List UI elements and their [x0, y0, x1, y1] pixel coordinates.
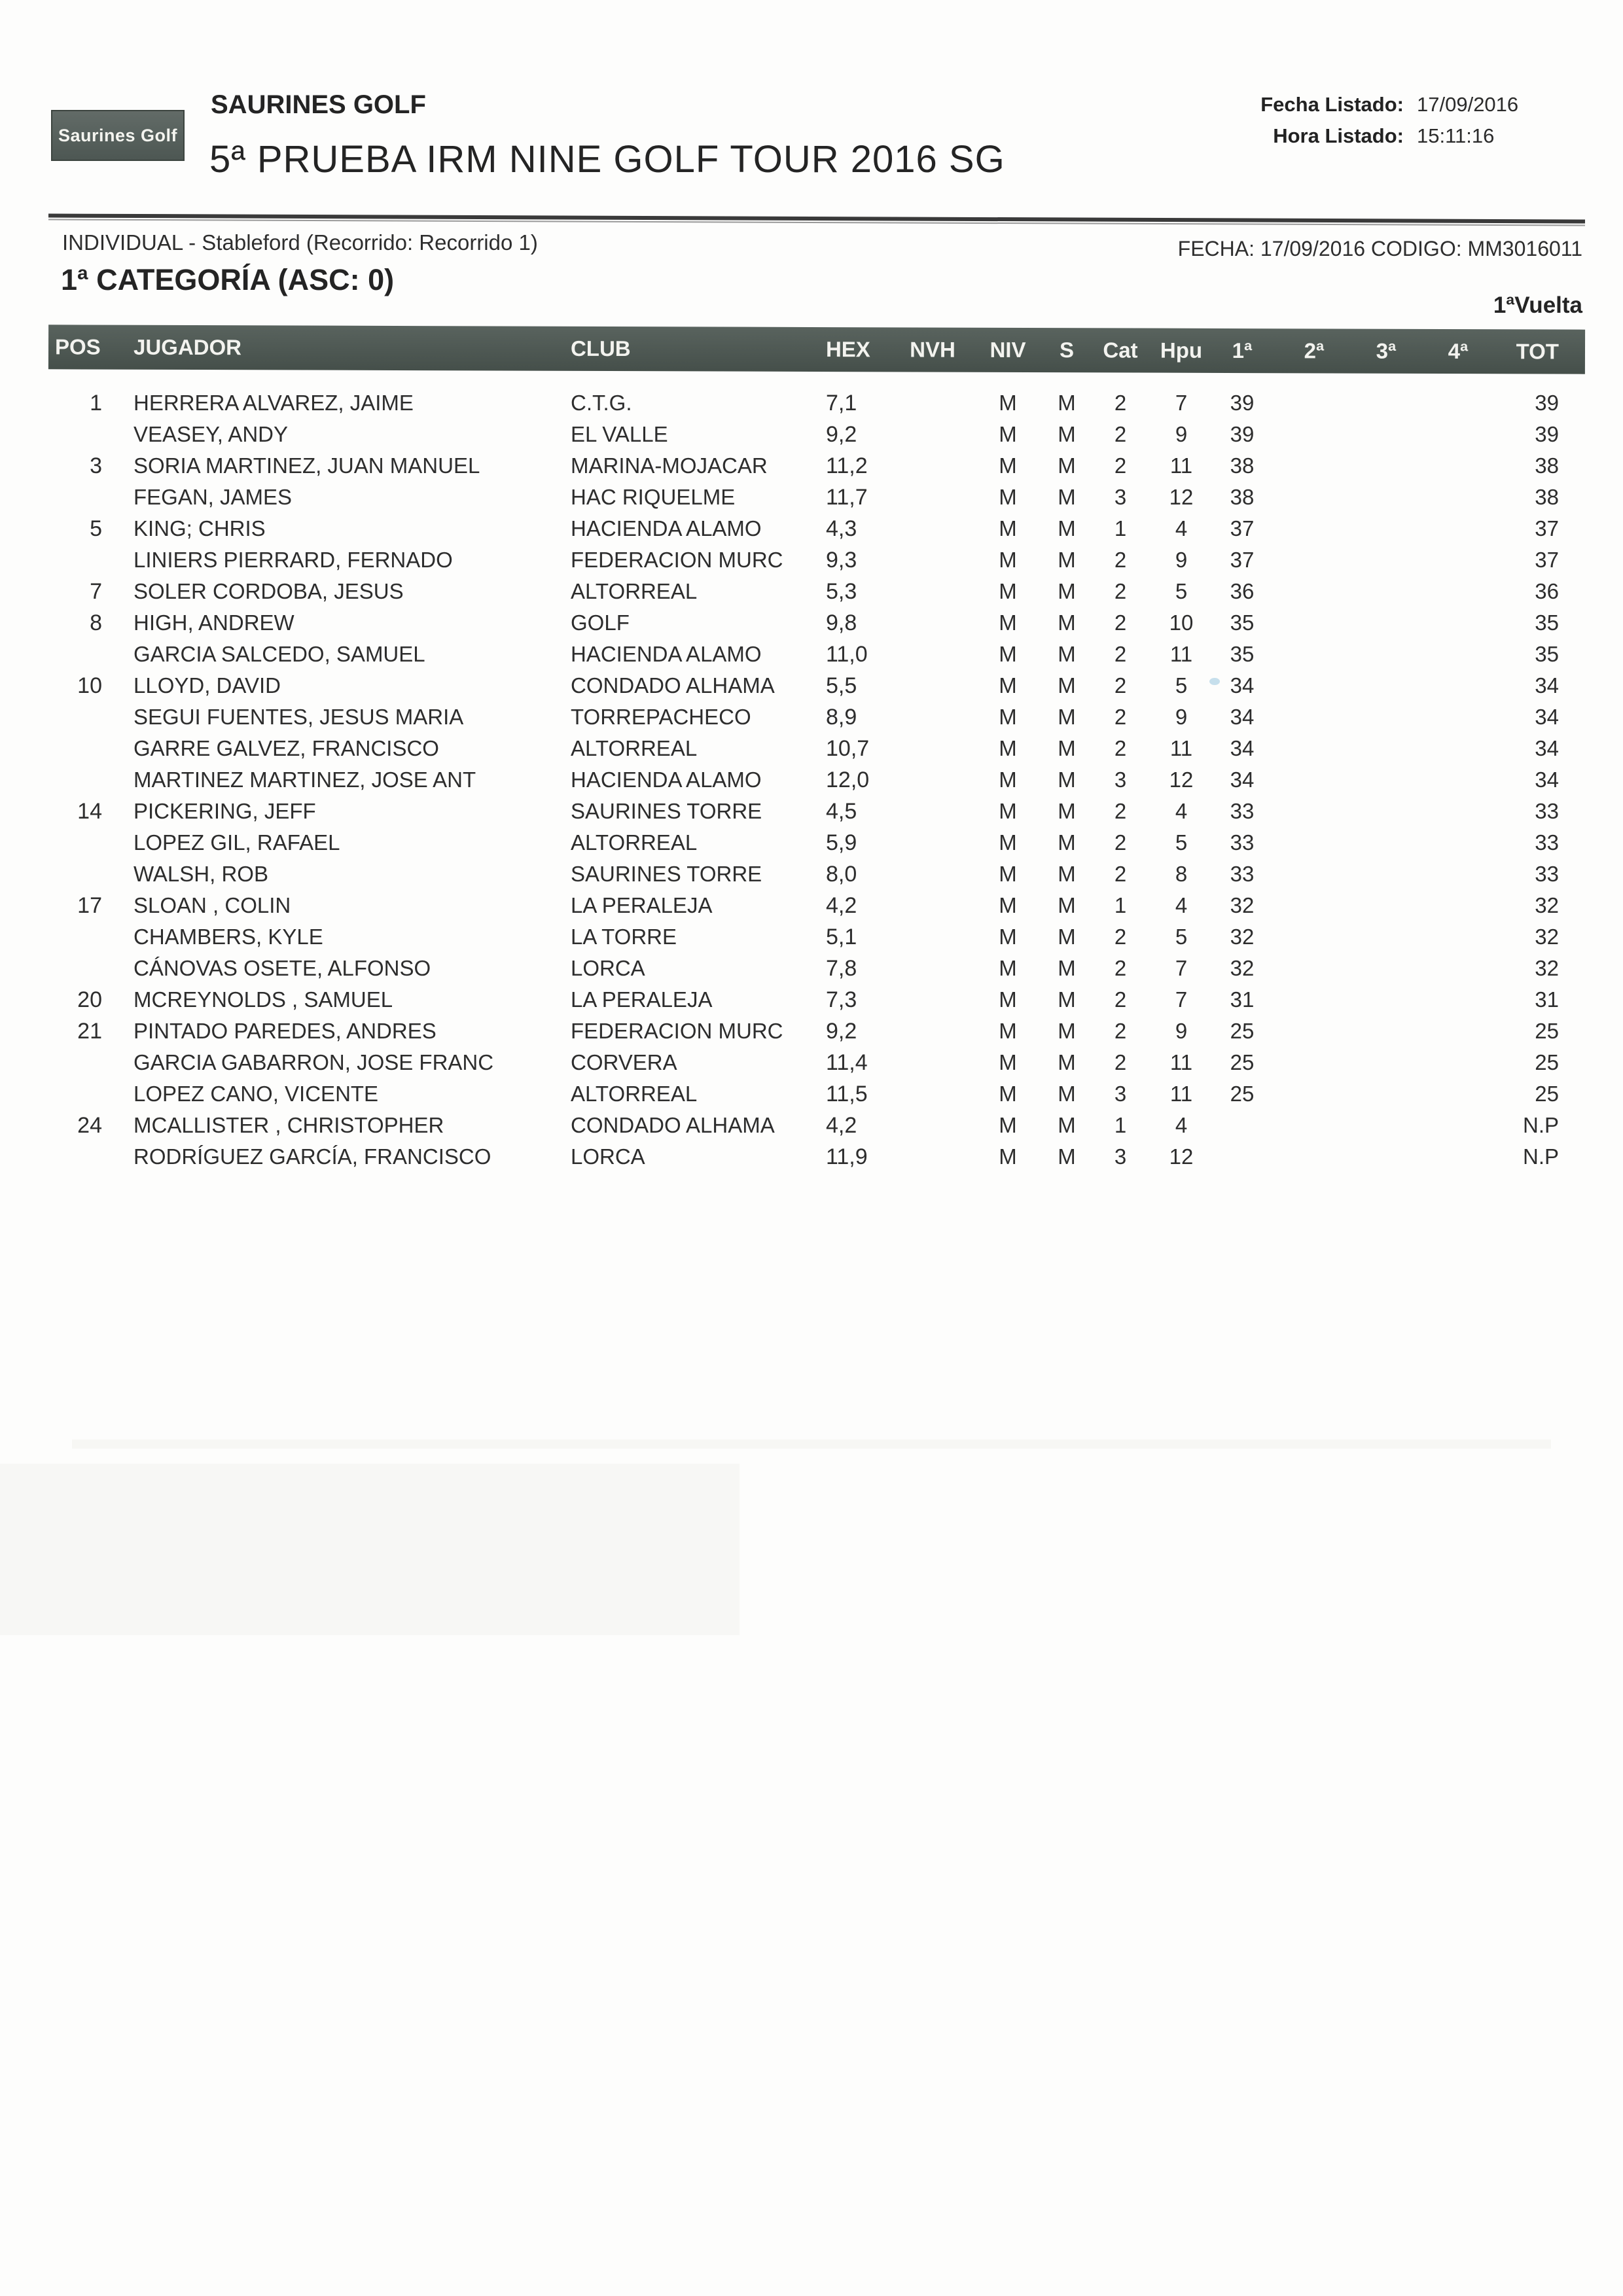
- cell-tot: 39: [1535, 391, 1559, 415]
- cell-club: SAURINES TORRE: [571, 799, 762, 823]
- table-row: [48, 890, 1585, 921]
- cell-s: M: [1058, 799, 1076, 823]
- cell-hex: 9,2: [826, 422, 857, 447]
- cell-hex: 5,1: [826, 925, 857, 949]
- cell-hpu: 5: [1175, 830, 1188, 855]
- cell-tot: 25: [1535, 1019, 1559, 1043]
- cell-round-1: 35: [1230, 642, 1255, 666]
- cell-tot: 33: [1535, 799, 1559, 823]
- cell-tot: 37: [1535, 548, 1559, 572]
- col-round-4: 4ª: [1448, 339, 1469, 364]
- table-row: [48, 764, 1585, 796]
- col-round-3: 3ª: [1376, 338, 1397, 363]
- cell-club: HACIENDA ALAMO: [571, 768, 762, 792]
- cell-hex: 5,5: [826, 673, 857, 698]
- cell-hpu: 12: [1169, 1144, 1194, 1169]
- col-pos: POS: [54, 334, 101, 359]
- cell-s: M: [1058, 1019, 1076, 1043]
- cell-cat: 2: [1114, 422, 1127, 446]
- cell-round-1: 38: [1230, 485, 1255, 509]
- cell-player-name: KING; CHRIS: [134, 516, 266, 540]
- cell-hex: 12,0: [826, 768, 870, 792]
- cell-player-name: SORIA MARTINEZ, JUAN MANUEL: [134, 453, 480, 478]
- table-header: [48, 325, 1585, 374]
- cell-niv: M: [999, 673, 1017, 698]
- cell-hpu: 11: [1169, 1050, 1193, 1074]
- cell-s: M: [1058, 830, 1076, 855]
- cell-tot: 34: [1535, 768, 1559, 792]
- table-row: [48, 450, 1585, 482]
- cell-tot: 33: [1535, 830, 1559, 855]
- cell-pos: 5: [90, 516, 102, 541]
- cell-s: M: [1058, 1144, 1076, 1169]
- cell-tot: 31: [1535, 987, 1559, 1012]
- cell-round-1: 25: [1230, 1019, 1255, 1043]
- cell-player-name: HIGH, ANDREW: [134, 610, 294, 635]
- cell-round-1: 33: [1230, 830, 1255, 855]
- cell-hex: 7,1: [826, 391, 857, 415]
- cell-hpu: 8: [1175, 862, 1188, 886]
- table-body: [48, 387, 1585, 1173]
- table-row: [48, 827, 1585, 858]
- cell-cat: 1: [1114, 1113, 1127, 1137]
- cell-niv: M: [999, 485, 1017, 509]
- cell-pos: 8: [90, 610, 102, 635]
- cell-niv: M: [999, 453, 1017, 478]
- cell-hex: 5,3: [826, 579, 857, 604]
- col-round-1: 1ª: [1232, 338, 1253, 363]
- cell-hex: 4,5: [826, 799, 857, 824]
- cell-niv: M: [999, 548, 1017, 572]
- cell-niv: M: [999, 1050, 1017, 1074]
- table-row: [48, 1110, 1585, 1141]
- cell-round-1: 31: [1230, 987, 1255, 1012]
- cell-round-1: 34: [1230, 768, 1255, 792]
- cell-pos: 20: [77, 987, 102, 1012]
- cell-club: LA PERALEJA: [571, 987, 713, 1012]
- cell-hex: 8,0: [826, 862, 857, 887]
- cell-club: LA TORRE: [571, 925, 677, 949]
- cell-hpu: 12: [1169, 485, 1194, 509]
- cell-club: CORVERA: [571, 1050, 677, 1074]
- cell-s: M: [1058, 956, 1076, 980]
- cell-round-1: 38: [1230, 453, 1255, 478]
- cell-player-name: RODRÍGUEZ GARCÍA, FRANCISCO: [134, 1144, 491, 1169]
- cell-s: M: [1058, 610, 1076, 635]
- cell-club: HACIENDA ALAMO: [571, 642, 762, 666]
- table-row: [48, 1016, 1585, 1047]
- cell-club: SAURINES TORRE: [571, 862, 762, 886]
- cell-cat: 2: [1114, 830, 1127, 855]
- cell-niv: M: [999, 768, 1017, 792]
- cell-cat: 2: [1114, 705, 1127, 729]
- table-row: [48, 1078, 1585, 1110]
- cell-niv: M: [999, 1144, 1017, 1169]
- cell-pos: 21: [77, 1019, 102, 1044]
- cell-hpu: 5: [1175, 673, 1188, 698]
- table-row: [48, 1141, 1585, 1173]
- cell-round-1: 35: [1230, 610, 1255, 635]
- hora-listado-line: [1047, 124, 1571, 156]
- cell-player-name: VEASEY, ANDY: [134, 422, 289, 446]
- club-name: SAURINES GOLF: [211, 90, 426, 119]
- cell-hex: 9,3: [826, 548, 857, 573]
- table-row: [48, 387, 1585, 419]
- cell-round-1: 25: [1230, 1082, 1255, 1106]
- table-row: [48, 482, 1585, 513]
- cell-tot: 34: [1535, 705, 1559, 729]
- cell-hex: 9,2: [826, 1019, 857, 1044]
- cell-hex: 7,3: [826, 987, 857, 1012]
- cell-niv: M: [999, 830, 1017, 855]
- cell-player-name: SEGUI FUENTES, JESUS MARIA: [134, 705, 464, 729]
- cell-pos: 1: [90, 391, 102, 415]
- cell-tot: 25: [1535, 1082, 1559, 1106]
- cell-club: HAC RIQUELME: [571, 485, 736, 509]
- cell-cat: 3: [1114, 1144, 1127, 1169]
- cell-tot: 35: [1535, 642, 1559, 666]
- cell-pos: 10: [77, 673, 102, 698]
- col-club: CLUB: [570, 336, 631, 361]
- table-row: [48, 733, 1585, 764]
- cell-s: M: [1058, 485, 1076, 509]
- cell-player-name: SOLER CORDOBA, JESUS: [134, 579, 404, 603]
- cell-round-1: 34: [1230, 705, 1255, 729]
- col-nvh: NVH: [910, 337, 955, 362]
- cell-niv: M: [999, 391, 1017, 415]
- cell-niv: M: [999, 1019, 1017, 1043]
- cell-hex: 11,4: [826, 1050, 868, 1075]
- cell-cat: 2: [1114, 548, 1127, 572]
- col-jugador: JUGADOR: [133, 334, 242, 360]
- cell-cat: 2: [1114, 799, 1127, 823]
- cell-s: M: [1058, 925, 1076, 949]
- cell-hex: 10,7: [826, 736, 870, 761]
- cell-hpu: 9: [1175, 705, 1188, 729]
- club-logo-label: Saurines Golf: [58, 125, 178, 145]
- cell-tot: 34: [1535, 673, 1559, 698]
- cell-hpu: 5: [1175, 925, 1188, 949]
- cell-niv: M: [999, 1082, 1017, 1106]
- cell-s: M: [1058, 673, 1076, 698]
- cell-hpu: 4: [1175, 893, 1188, 917]
- table-row: [48, 953, 1585, 984]
- cell-cat: 3: [1114, 768, 1127, 792]
- cell-tot: 35: [1535, 610, 1559, 635]
- scan-artifact: [0, 1464, 740, 1635]
- hora-listado-value: 15:11:16: [1417, 124, 1495, 147]
- table-row: [48, 639, 1585, 670]
- cell-cat: 2: [1114, 453, 1127, 478]
- cell-cat: 1: [1114, 516, 1127, 540]
- cell-hex: 4,2: [826, 893, 857, 918]
- fecha-codigo-line: FECHA: 17/09/2016 CODIGO: MM3016011: [1177, 237, 1582, 260]
- cell-tot: 32: [1535, 956, 1559, 980]
- cell-player-name: CÁNOVAS OSETE, ALFONSO: [134, 956, 431, 980]
- table-row: [48, 513, 1585, 544]
- cell-hex: 9,8: [826, 610, 857, 635]
- cell-player-name: FEGAN, JAMES: [134, 485, 293, 509]
- cell-niv: M: [999, 736, 1017, 760]
- round-label: 1ªVuelta: [1493, 292, 1582, 318]
- cell-club: FEDERACION MURC: [571, 1019, 783, 1043]
- cell-round-1: 39: [1230, 391, 1255, 415]
- format-line: INDIVIDUAL - Stableford (Recorrido: Recorrido 1): [62, 230, 538, 255]
- cell-player-name: PINTADO PAREDES, ANDRES: [134, 1019, 437, 1043]
- cell-hpu: 4: [1175, 799, 1188, 823]
- cell-s: M: [1058, 862, 1076, 886]
- cell-niv: M: [999, 925, 1017, 949]
- cell-tot: 37: [1535, 516, 1559, 540]
- cell-club: ALTORREAL: [571, 830, 698, 855]
- cell-player-name: LLOYD, DAVID: [134, 673, 281, 698]
- table-row: [48, 858, 1585, 890]
- cell-round-1: 33: [1230, 799, 1255, 823]
- cell-hex: 11,7: [826, 485, 868, 510]
- fecha-listado-line: [1047, 93, 1571, 124]
- cell-hpu: 12: [1169, 768, 1194, 792]
- cell-club: HACIENDA ALAMO: [571, 516, 762, 540]
- cell-niv: M: [999, 862, 1017, 886]
- cell-hpu: 11: [1169, 642, 1193, 666]
- cell-niv: M: [999, 642, 1017, 666]
- cell-player-name: HERRERA ALVAREZ, JAIME: [134, 391, 414, 415]
- cell-hpu: 9: [1175, 1019, 1188, 1043]
- cell-pos: 3: [90, 453, 102, 478]
- fecha-listado-value: 17/09/2016: [1417, 93, 1519, 116]
- cell-hpu: 7: [1175, 987, 1188, 1012]
- col-cat: Cat: [1103, 338, 1138, 362]
- cell-tot: N.P: [1522, 1113, 1559, 1137]
- cell-club: ALTORREAL: [571, 579, 698, 603]
- cell-cat: 2: [1114, 987, 1127, 1012]
- cell-round-1: 32: [1230, 925, 1255, 949]
- cell-tot: 38: [1535, 485, 1559, 509]
- cell-s: M: [1058, 1050, 1076, 1074]
- cell-s: M: [1058, 768, 1076, 792]
- table-row: [48, 670, 1585, 701]
- cell-hpu: 9: [1175, 422, 1188, 446]
- table-row: [48, 419, 1585, 450]
- cell-club: FEDERACION MURC: [571, 548, 783, 572]
- cell-club: TORREPACHECO: [571, 705, 751, 729]
- cell-hpu: 7: [1175, 956, 1188, 980]
- cell-niv: M: [999, 893, 1017, 917]
- cell-cat: 2: [1114, 673, 1127, 698]
- cell-player-name: SLOAN , COLIN: [134, 893, 291, 917]
- cell-s: M: [1058, 422, 1076, 446]
- cell-club: EL VALLE: [571, 422, 668, 446]
- cell-player-name: MCREYNOLDS , SAMUEL: [134, 987, 393, 1012]
- cell-player-name: GARCIA SALCEDO, SAMUEL: [134, 642, 425, 666]
- cell-player-name: LOPEZ CANO, VICENTE: [134, 1082, 379, 1106]
- category-title: 1ª CATEGORÍA (ASC: 0): [61, 263, 395, 296]
- col-hpu: Hpu: [1160, 338, 1203, 362]
- cell-tot: 32: [1535, 893, 1559, 917]
- cell-club: LA PERALEJA: [571, 893, 713, 917]
- cell-s: M: [1058, 548, 1076, 572]
- cell-s: M: [1058, 1113, 1076, 1137]
- cell-cat: 2: [1114, 579, 1127, 603]
- cell-cat: 2: [1114, 1050, 1127, 1074]
- cell-pos: 7: [90, 579, 102, 604]
- cell-niv: M: [999, 1113, 1017, 1137]
- cell-niv: M: [999, 956, 1017, 980]
- cell-s: M: [1058, 1082, 1076, 1106]
- cell-niv: M: [999, 705, 1017, 729]
- cell-cat: 3: [1114, 485, 1127, 509]
- cell-niv: M: [999, 422, 1017, 446]
- page-title: 5ª PRUEBA IRM NINE GOLF TOUR 2016 SG: [209, 138, 1005, 181]
- cell-hex: 11,2: [826, 453, 868, 478]
- cell-club: MARINA-MOJACAR: [571, 453, 768, 478]
- col-niv: NIV: [990, 337, 1026, 362]
- cell-round-1: 37: [1230, 548, 1255, 572]
- cell-hex: 8,9: [826, 705, 857, 730]
- table-row: [48, 607, 1585, 639]
- cell-club: ALTORREAL: [571, 736, 698, 760]
- table-row: [48, 544, 1585, 576]
- cell-round-1: 32: [1230, 893, 1255, 917]
- cell-hex: 11,5: [826, 1082, 868, 1106]
- cell-round-1: 33: [1230, 862, 1255, 886]
- cell-tot: N.P: [1522, 1144, 1559, 1169]
- cell-round-1: 32: [1230, 956, 1255, 980]
- cell-pos: 24: [77, 1113, 102, 1138]
- cell-hpu: 4: [1175, 1113, 1188, 1137]
- cell-tot: 33: [1535, 862, 1559, 886]
- cell-s: M: [1058, 453, 1076, 478]
- cell-player-name: MARTINEZ MARTINEZ, JOSE ANT: [134, 768, 476, 792]
- table-row: [48, 921, 1585, 953]
- col-hex: HEX: [825, 337, 870, 362]
- cell-round-1: 34: [1230, 673, 1255, 698]
- table-row: [48, 984, 1585, 1016]
- cell-s: M: [1058, 705, 1076, 729]
- club-logo: [51, 110, 185, 161]
- cell-hpu: 5: [1175, 579, 1188, 603]
- cell-pos: 14: [77, 799, 102, 824]
- cell-cat: 1: [1114, 893, 1127, 917]
- cell-club: CONDADO ALHAMA: [571, 1113, 775, 1137]
- col-tot: TOT: [1516, 339, 1560, 364]
- cell-player-name: LOPEZ GIL, RAFAEL: [134, 830, 340, 855]
- cell-s: M: [1058, 391, 1076, 415]
- cell-cat: 2: [1114, 736, 1127, 760]
- cell-tot: 39: [1535, 422, 1559, 446]
- cell-cat: 2: [1114, 642, 1127, 666]
- cell-cat: 2: [1114, 956, 1127, 980]
- cell-hpu: 4: [1175, 516, 1188, 540]
- cell-player-name: GARRE GALVEZ, FRANCISCO: [134, 736, 439, 760]
- col-s: S: [1059, 338, 1075, 362]
- cell-tot: 32: [1535, 925, 1559, 949]
- cell-hex: 5,9: [826, 830, 857, 855]
- table-row: [48, 1047, 1585, 1078]
- cell-cat: 2: [1114, 925, 1127, 949]
- cell-hpu: 9: [1175, 548, 1188, 572]
- cell-round-1: 39: [1230, 422, 1255, 446]
- table-row: [48, 576, 1585, 607]
- cell-club: C.T.G.: [571, 391, 632, 415]
- fecha-listado-label: Fecha Listado:: [1260, 93, 1404, 116]
- cell-player-name: MCALLISTER , CHRISTOPHER: [134, 1113, 444, 1137]
- cell-club: ALTORREAL: [571, 1082, 698, 1106]
- cell-niv: M: [999, 516, 1017, 540]
- header-rule: [48, 213, 1585, 223]
- cell-hex: 4,2: [826, 1113, 857, 1138]
- cell-club: CONDADO ALHAMA: [571, 673, 775, 698]
- cell-player-name: CHAMBERS, KYLE: [134, 925, 323, 949]
- cell-cat: 3: [1114, 1082, 1127, 1106]
- cell-player-name: GARCIA GABARRON, JOSE FRANC: [134, 1050, 494, 1074]
- cell-player-name: LINIERS PIERRARD, FERNADO: [134, 548, 453, 572]
- cell-hpu: 7: [1175, 391, 1188, 415]
- cell-player-name: PICKERING, JEFF: [134, 799, 316, 823]
- cell-niv: M: [999, 799, 1017, 823]
- cell-niv: M: [999, 579, 1017, 603]
- cell-hex: 11,9: [826, 1144, 868, 1169]
- cell-s: M: [1058, 516, 1076, 540]
- cell-club: LORCA: [571, 956, 645, 980]
- table-row: [48, 701, 1585, 733]
- cell-niv: M: [999, 610, 1017, 635]
- cell-hex: 11,0: [826, 642, 868, 667]
- cell-hpu: 11: [1169, 453, 1193, 478]
- cell-hpu: 10: [1169, 610, 1194, 635]
- cell-s: M: [1058, 987, 1076, 1012]
- cell-hpu: 11: [1169, 1082, 1193, 1106]
- cell-player-name: WALSH, ROB: [134, 862, 268, 886]
- cell-round-1: 34: [1230, 736, 1255, 760]
- cell-tot: 25: [1535, 1050, 1559, 1074]
- cell-s: M: [1058, 736, 1076, 760]
- cell-s: M: [1058, 579, 1076, 603]
- col-round-2: 2ª: [1304, 338, 1325, 363]
- cell-hex: 7,8: [826, 956, 857, 981]
- cell-s: M: [1058, 642, 1076, 666]
- cell-club: LORCA: [571, 1144, 645, 1169]
- cell-niv: M: [999, 987, 1017, 1012]
- cell-round-1: 36: [1230, 579, 1255, 603]
- cell-hpu: 11: [1169, 736, 1193, 760]
- listado-block: [1047, 93, 1571, 156]
- scan-artifact: [72, 1439, 1551, 1449]
- cell-tot: 36: [1535, 579, 1559, 603]
- cell-s: M: [1058, 893, 1076, 917]
- cell-pos: 17: [77, 893, 102, 918]
- cell-round-1: 37: [1230, 516, 1255, 540]
- cell-club: GOLF: [571, 610, 630, 635]
- cell-hex: 4,3: [826, 516, 857, 541]
- cell-cat: 2: [1114, 610, 1127, 635]
- cell-tot: 38: [1535, 453, 1559, 478]
- cell-tot: 34: [1535, 736, 1559, 760]
- hora-listado-label: Hora Listado:: [1273, 124, 1404, 147]
- cell-cat: 2: [1114, 1019, 1127, 1043]
- cell-round-1: 25: [1230, 1050, 1255, 1074]
- cell-cat: 2: [1114, 391, 1127, 415]
- cell-cat: 2: [1114, 862, 1127, 886]
- table-row: [48, 796, 1585, 827]
